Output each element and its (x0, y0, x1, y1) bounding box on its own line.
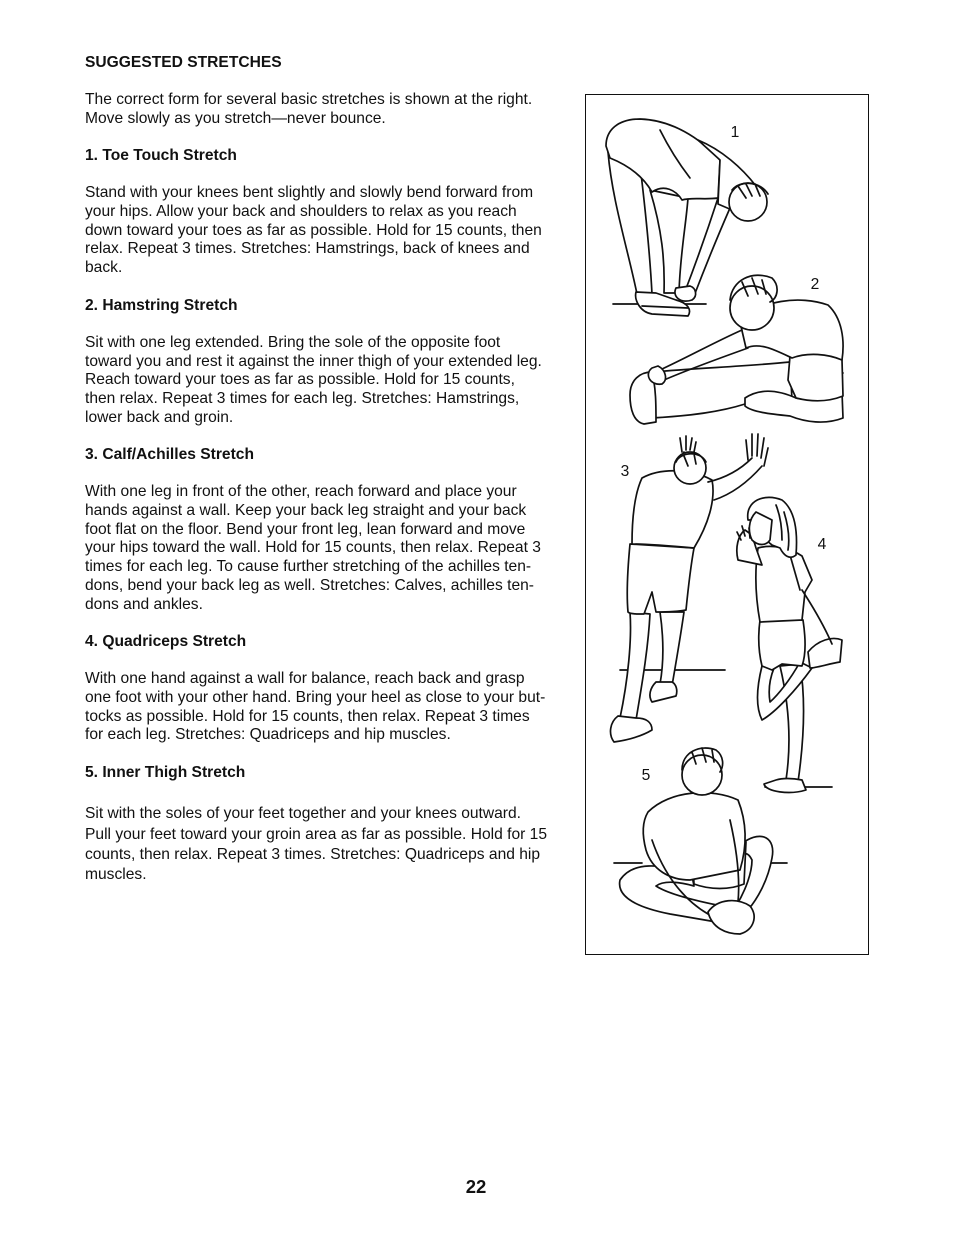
stretch-heading-quadriceps: 4. Quadriceps Stretch (85, 632, 247, 650)
paragraph-line: Sit with the soles of your feet together and your knees outward. (85, 805, 522, 823)
stretch-illustrations (585, 94, 869, 955)
head (682, 755, 722, 795)
paragraph-line: Pull your feet toward your groin area as far as possible. Hold for 15 (85, 825, 547, 843)
paragraph-line: The correct form for several basic stretches is shown at the right. (85, 90, 533, 108)
paragraph-line: Stand with your knees bent slightly and slowly bend forward from (85, 184, 534, 202)
paragraph-line: times for each leg. To cause further stretching of the achilles ten- (85, 558, 532, 576)
text-column (85, 54, 565, 886)
hands-and-feet (708, 901, 754, 934)
page-number: 22 (465, 1176, 487, 1197)
rear-arm (802, 590, 832, 644)
shirt (632, 471, 713, 548)
paragraph-line: your hips toward the wall. Hold for 15 counts, then relax. Repeat 3 (85, 539, 541, 557)
back-leg (620, 612, 650, 720)
figure-label-1: 1 (730, 124, 740, 141)
shirt (643, 793, 745, 880)
hands (675, 286, 696, 301)
paragraph-line: Sit with one leg extended. Bring the sole of the opposite foot (85, 333, 501, 351)
stretch-paragraph-toe-touch (85, 184, 565, 277)
front-shoe (650, 682, 677, 702)
back-shoe (611, 716, 652, 742)
stretch-paragraph-inner-thigh (85, 804, 565, 885)
section-title: SUGGESTED STRETCHES (85, 53, 282, 71)
paragraph-line: relax. Repeat 3 times. Stretches: Hamstrings, back of knees and (85, 240, 530, 258)
paragraph-line: down toward your toes as far as possible. Hold for 15 counts, then (85, 221, 542, 239)
figure-label-4: 4 (817, 536, 827, 553)
paragraph-line: counts, then relax. Repeat 3 times. Stretches: Quadriceps and hip (85, 845, 541, 863)
paragraph-line: back. (85, 259, 123, 277)
stretch-paragraph-quadriceps (85, 670, 565, 745)
paragraph-line: Reach toward your toes as far as possible. Hold for 15 counts, (85, 371, 515, 389)
paragraph-line: lower back and groin. (85, 408, 234, 426)
stretch-heading-toe-touch: 1. Toe Touch Stretch (85, 147, 237, 165)
stretch-paragraph-calf-achilles (85, 483, 565, 614)
paragraph-line: then relax. Repeat 3 times for each leg. Stretches: Hamstrings, (85, 389, 520, 407)
paragraph-line: for each leg. Stretches: Quadriceps and hip muscles. (85, 726, 451, 744)
paragraph-line: hands against a wall. Keep your back leg straight and your back (85, 502, 527, 520)
front-leg (650, 190, 688, 293)
paragraph-line: With one hand against a wall for balance, reach back and grasp (85, 670, 525, 688)
calf-achilles-figure (611, 434, 768, 742)
paragraph-line: your hips. Allow your back and shoulders to relax as you reach (85, 203, 517, 221)
arm (708, 458, 752, 482)
stretch-heading-hamstring: 2. Hamstring Stretch (85, 296, 238, 314)
paragraph-line: tocks as possible. Hold for 15 counts, then relax. Repeat 3 times (85, 707, 530, 725)
figure-label-3: 3 (620, 463, 630, 480)
paragraph-line: one foot with your other hand. Bring your heel as close to your but- (85, 688, 546, 706)
shoe (764, 779, 806, 793)
arm (660, 330, 742, 370)
shorts (627, 544, 694, 614)
paragraph-line: toward you and rest it against the inner thigh of your extended leg. (85, 352, 542, 370)
shorts (788, 353, 843, 401)
shorts (759, 620, 805, 670)
paragraph-line: muscles. (85, 866, 147, 884)
quadriceps-figure (737, 497, 842, 792)
paragraph-line: dons and ankles. (85, 595, 203, 613)
stretch-heading-calf-achilles: 3. Calf/Achilles Stretch (85, 446, 254, 464)
paragraph-line: Move slowly as you stretch—never bounce. (85, 109, 386, 127)
hands (648, 366, 665, 384)
front-leg (660, 612, 684, 686)
paragraph-line: foot flat on the floor. Bend your front leg, lean forward and move (85, 520, 526, 538)
intro-paragraph (85, 91, 565, 128)
held-foot (808, 639, 842, 669)
shirt (756, 546, 812, 622)
stretch-paragraph-hamstring (85, 334, 565, 427)
paragraph-line: dons, bend your back leg as well. Stretches: Calves, achilles ten- (85, 576, 534, 594)
head (730, 286, 774, 330)
figure-label-2: 2 (810, 276, 820, 293)
arm (714, 466, 762, 500)
stretch-heading-inner-thigh: 5. Inner Thigh Stretch (85, 763, 246, 781)
paragraph-line: With one leg in front of the other, reach forward and place your (85, 483, 517, 501)
inner-thigh-figure (614, 748, 787, 934)
figure-label-5: 5 (641, 767, 651, 784)
